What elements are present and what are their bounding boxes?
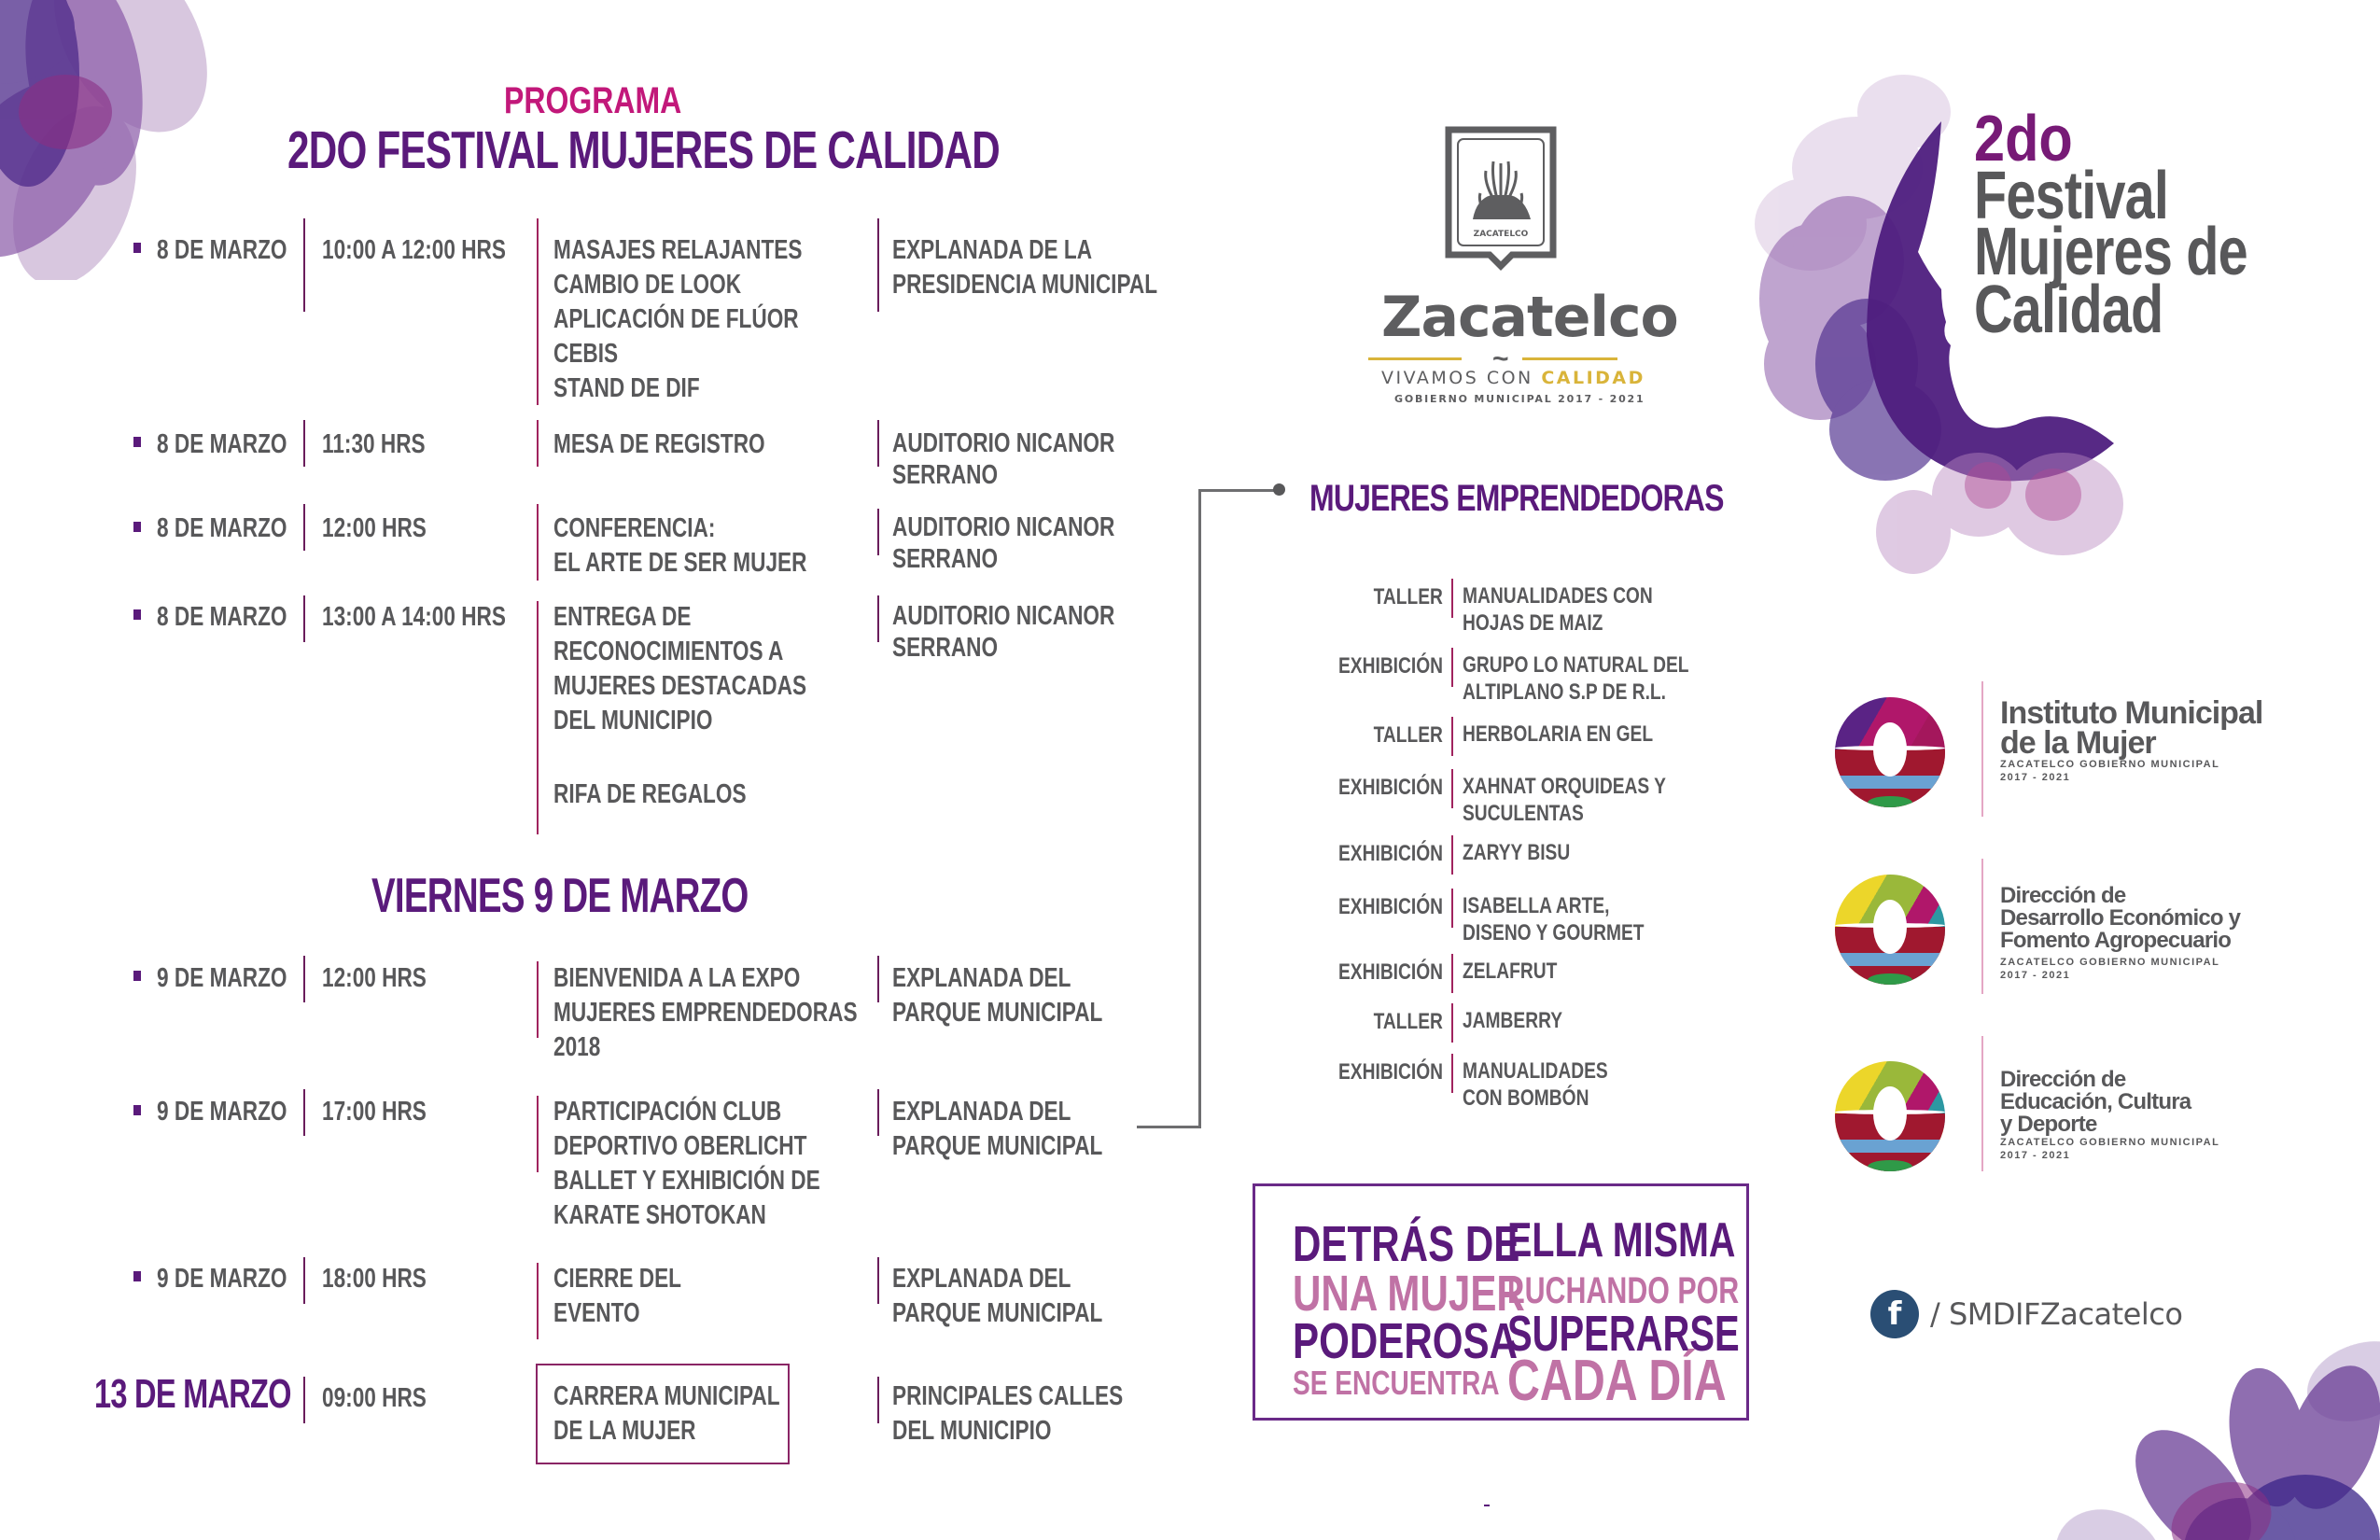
program-kicker: PROGRAMA bbox=[504, 80, 682, 121]
item-desc: MANUALIDADES CON HOJAS DE MAIZ bbox=[1463, 583, 1653, 636]
institution-logo: Instituto Municipal de la Mujer ZACATELCO GOBIERNO MUNICIPAL 2017 - 2021 bbox=[1829, 672, 2296, 812]
flower-icon bbox=[2053, 1325, 2380, 1540]
bullet-icon bbox=[133, 1105, 141, 1115]
divider bbox=[877, 595, 879, 642]
event-date: 9 DE MARZO bbox=[157, 1264, 287, 1294]
festival-logo-ordinal: 2do bbox=[1974, 102, 2073, 175]
tilde-mark: ~ bbox=[1492, 343, 1509, 374]
final-event-date: 13 DE MARZO bbox=[94, 1371, 291, 1417]
divider bbox=[303, 956, 305, 1002]
divider bbox=[303, 504, 305, 551]
divider bbox=[537, 504, 539, 581]
divider bbox=[537, 420, 539, 467]
event-date: 8 DE MARZO bbox=[157, 602, 287, 632]
divider bbox=[1451, 769, 1453, 808]
event-time: 13:00 A 14:00 HRS bbox=[322, 602, 506, 632]
event-place: PRINCIPALES CALLES DEL MUNICIPIO bbox=[892, 1381, 1124, 1446]
institution-emblem-icon bbox=[1835, 1061, 1945, 1171]
divider bbox=[1451, 579, 1453, 618]
event-place: EXPLANADA DEL PARQUE MUNICIPAL bbox=[892, 1097, 1103, 1161]
event-activity: MESA DE REGISTRO bbox=[553, 429, 765, 459]
divider bbox=[537, 1096, 539, 1172]
divider bbox=[877, 509, 879, 555]
event-date: 8 DE MARZO bbox=[157, 235, 287, 265]
event-activity: CARRERA MUNICIPAL DE LA MUJER bbox=[553, 1381, 780, 1446]
bullet-icon bbox=[133, 609, 141, 620]
event-activity: BIENVENIDA A LA EXPO MUJERES EMPRENDEDORAS 2018 bbox=[553, 963, 858, 1062]
government-period: GOBIERNO MUNICIPAL 2017 - 2021 bbox=[1394, 393, 1645, 405]
event-time: 10:00 A 12:00 HRS bbox=[322, 235, 506, 265]
gold-rule bbox=[1368, 357, 1462, 360]
bullet-icon bbox=[133, 971, 141, 981]
event-date: 9 DE MARZO bbox=[157, 1097, 287, 1127]
municipality-name: Zacatelco bbox=[1381, 285, 1678, 350]
slogan: VIVAMOS CON CALIDAD bbox=[1381, 368, 1645, 388]
event-date: 9 DE MARZO bbox=[157, 963, 287, 993]
item-desc: XAHNAT ORQUIDEAS Y SUCULENTAS bbox=[1463, 774, 1666, 826]
divider bbox=[537, 961, 539, 1038]
divider bbox=[1451, 954, 1453, 993]
divider bbox=[303, 218, 305, 312]
divider bbox=[1451, 717, 1453, 756]
fold-mark bbox=[1484, 1505, 1490, 1506]
zacatelco-logo bbox=[1368, 121, 1678, 411]
institution-emblem-icon bbox=[1835, 875, 1945, 985]
divider bbox=[1981, 681, 1983, 817]
item-type: EXHIBICIÓN bbox=[1337, 1059, 1443, 1085]
item-type: TALLER bbox=[1373, 584, 1443, 609]
institution-emblem-icon bbox=[1835, 697, 1945, 807]
bullet-icon bbox=[133, 1271, 141, 1281]
divider bbox=[877, 1257, 879, 1304]
divider bbox=[877, 420, 879, 467]
event-time: 11:30 HRS bbox=[322, 429, 426, 459]
item-desc: MANUALIDADES CON BOMBÓN bbox=[1463, 1058, 1608, 1111]
flower-decoration-bottom-right bbox=[2053, 1325, 2380, 1540]
festival-logo bbox=[1755, 56, 2380, 597]
bullet-icon bbox=[133, 243, 141, 253]
divider bbox=[537, 1263, 539, 1339]
festival-logo-line: Calidad bbox=[1974, 273, 2163, 347]
divider bbox=[303, 1089, 305, 1136]
event-activity: MASAJES RELAJANTES CAMBIO DE LOOK APLICACIÓN DE FLÚOR CEBIS STAND DE DIF bbox=[553, 235, 803, 403]
divider bbox=[877, 1377, 879, 1423]
gold-rule bbox=[1522, 357, 1617, 360]
divider bbox=[877, 218, 879, 312]
municipal-crest-icon bbox=[1445, 126, 1557, 273]
svg-text:ZACATELCO: ZACATELCO bbox=[1473, 230, 1529, 239]
divider bbox=[303, 595, 305, 642]
event-time: 12:00 HRS bbox=[322, 963, 427, 993]
festival-logo-line: Mujeres de bbox=[1974, 215, 2247, 289]
event-time: 12:00 HRS bbox=[322, 513, 427, 543]
item-type: TALLER bbox=[1373, 722, 1443, 748]
institution-logo: Dirección de Desarrollo Económico y Fomento Agropecuario ZACATELCO GOBIERNO MUNICIPAL 2017 - 2021 bbox=[1829, 849, 2296, 989]
divider bbox=[1451, 1054, 1453, 1093]
event-activity: PARTICIPACIÓN CLUB DEPORTIVO OBERLICHT BALLET Y EXHIBICIÓN DE KARATE SHOTOKAN bbox=[553, 1097, 820, 1230]
item-type: EXHIBICIÓN bbox=[1337, 653, 1443, 679]
day2-heading: VIERNES 9 DE MARZO bbox=[371, 869, 749, 923]
event-place: AUDITORIO NICANOR SERRANO bbox=[892, 601, 1115, 663]
divider bbox=[1451, 648, 1453, 687]
bullet-icon bbox=[133, 522, 141, 532]
event-place: EXPLANADA DE LA PRESIDENCIA MUNICIPAL bbox=[892, 235, 1158, 300]
event-activity: ENTREGA DE RECONOCIMIENTOS A MUJERES DESTACADAS DEL MUNICIPIO RIFA DE REGALOS bbox=[553, 602, 807, 809]
item-type: EXHIBICIÓN bbox=[1337, 894, 1443, 919]
social-handle[interactable]: / SMDIFZacatelco bbox=[1930, 1296, 2183, 1332]
emprendedoras-heading: MUJERES EMPRENDEDORAS bbox=[1309, 478, 1724, 519]
divider bbox=[1451, 889, 1453, 928]
divider bbox=[1981, 1036, 1983, 1171]
event-date: 8 DE MARZO bbox=[157, 429, 287, 459]
item-desc: GRUPO LO NATURAL DEL ALTIPLANO S.P DE R.L. bbox=[1463, 652, 1689, 705]
event-time: 09:00 HRS bbox=[322, 1383, 427, 1413]
divider bbox=[537, 218, 539, 405]
event-activity: CONFERENCIA: EL ARTE DE SER MUJER bbox=[553, 513, 807, 578]
divider bbox=[303, 1377, 305, 1423]
divider bbox=[537, 601, 539, 834]
divider bbox=[1451, 1003, 1453, 1043]
page-title: 2DO FESTIVAL MUJERES DE CALIDAD bbox=[287, 120, 1000, 180]
event-activity: CIERRE DEL EVENTO bbox=[553, 1264, 681, 1328]
divider bbox=[877, 1089, 879, 1136]
item-desc: JAMBERRY bbox=[1463, 1008, 1563, 1033]
item-type: EXHIBICIÓN bbox=[1337, 841, 1443, 866]
item-desc: ISABELLA ARTE, DISENO Y GOURMET bbox=[1463, 893, 1645, 945]
event-place: EXPLANADA DEL PARQUE MUNICIPAL bbox=[892, 963, 1103, 1028]
item-type: EXHIBICIÓN bbox=[1337, 775, 1443, 800]
facebook-icon[interactable]: f bbox=[1870, 1290, 1919, 1338]
item-desc: HERBOLARIA EN GEL bbox=[1463, 721, 1654, 747]
item-desc: ZARYY BISU bbox=[1463, 840, 1571, 865]
event-date: 8 DE MARZO bbox=[157, 513, 287, 543]
divider bbox=[303, 1257, 305, 1304]
connector-dot-icon bbox=[1273, 483, 1285, 496]
event-time: 18:00 HRS bbox=[322, 1264, 427, 1294]
item-type: EXHIBICIÓN bbox=[1337, 959, 1443, 985]
divider bbox=[1981, 859, 1983, 994]
divider bbox=[1451, 835, 1453, 875]
event-place: EXPLANADA DEL PARQUE MUNICIPAL bbox=[892, 1264, 1103, 1328]
item-desc: ZELAFRUT bbox=[1463, 959, 1558, 984]
festival-logo-line: Festival bbox=[1974, 159, 2169, 233]
item-type: TALLER bbox=[1373, 1009, 1443, 1034]
event-place: AUDITORIO NICANOR SERRANO bbox=[892, 428, 1115, 490]
event-place: AUDITORIO NICANOR SERRANO bbox=[892, 512, 1115, 574]
divider bbox=[877, 956, 879, 1002]
event-time: 17:00 HRS bbox=[322, 1097, 427, 1127]
quote-box: DETRÁS DE UNA MUJER PODEROSA SE ENCUENTRA ELLA MISMA LUCHANDO POR SUPERARSE CADA DÍA bbox=[1253, 1183, 1749, 1421]
divider bbox=[303, 420, 305, 467]
bullet-icon bbox=[133, 437, 141, 447]
institution-logo: Dirección de Educación, Cultura y Deporte ZACATELCO GOBIERNO MUNICIPAL 2017 - 2021 bbox=[1829, 1036, 2296, 1176]
